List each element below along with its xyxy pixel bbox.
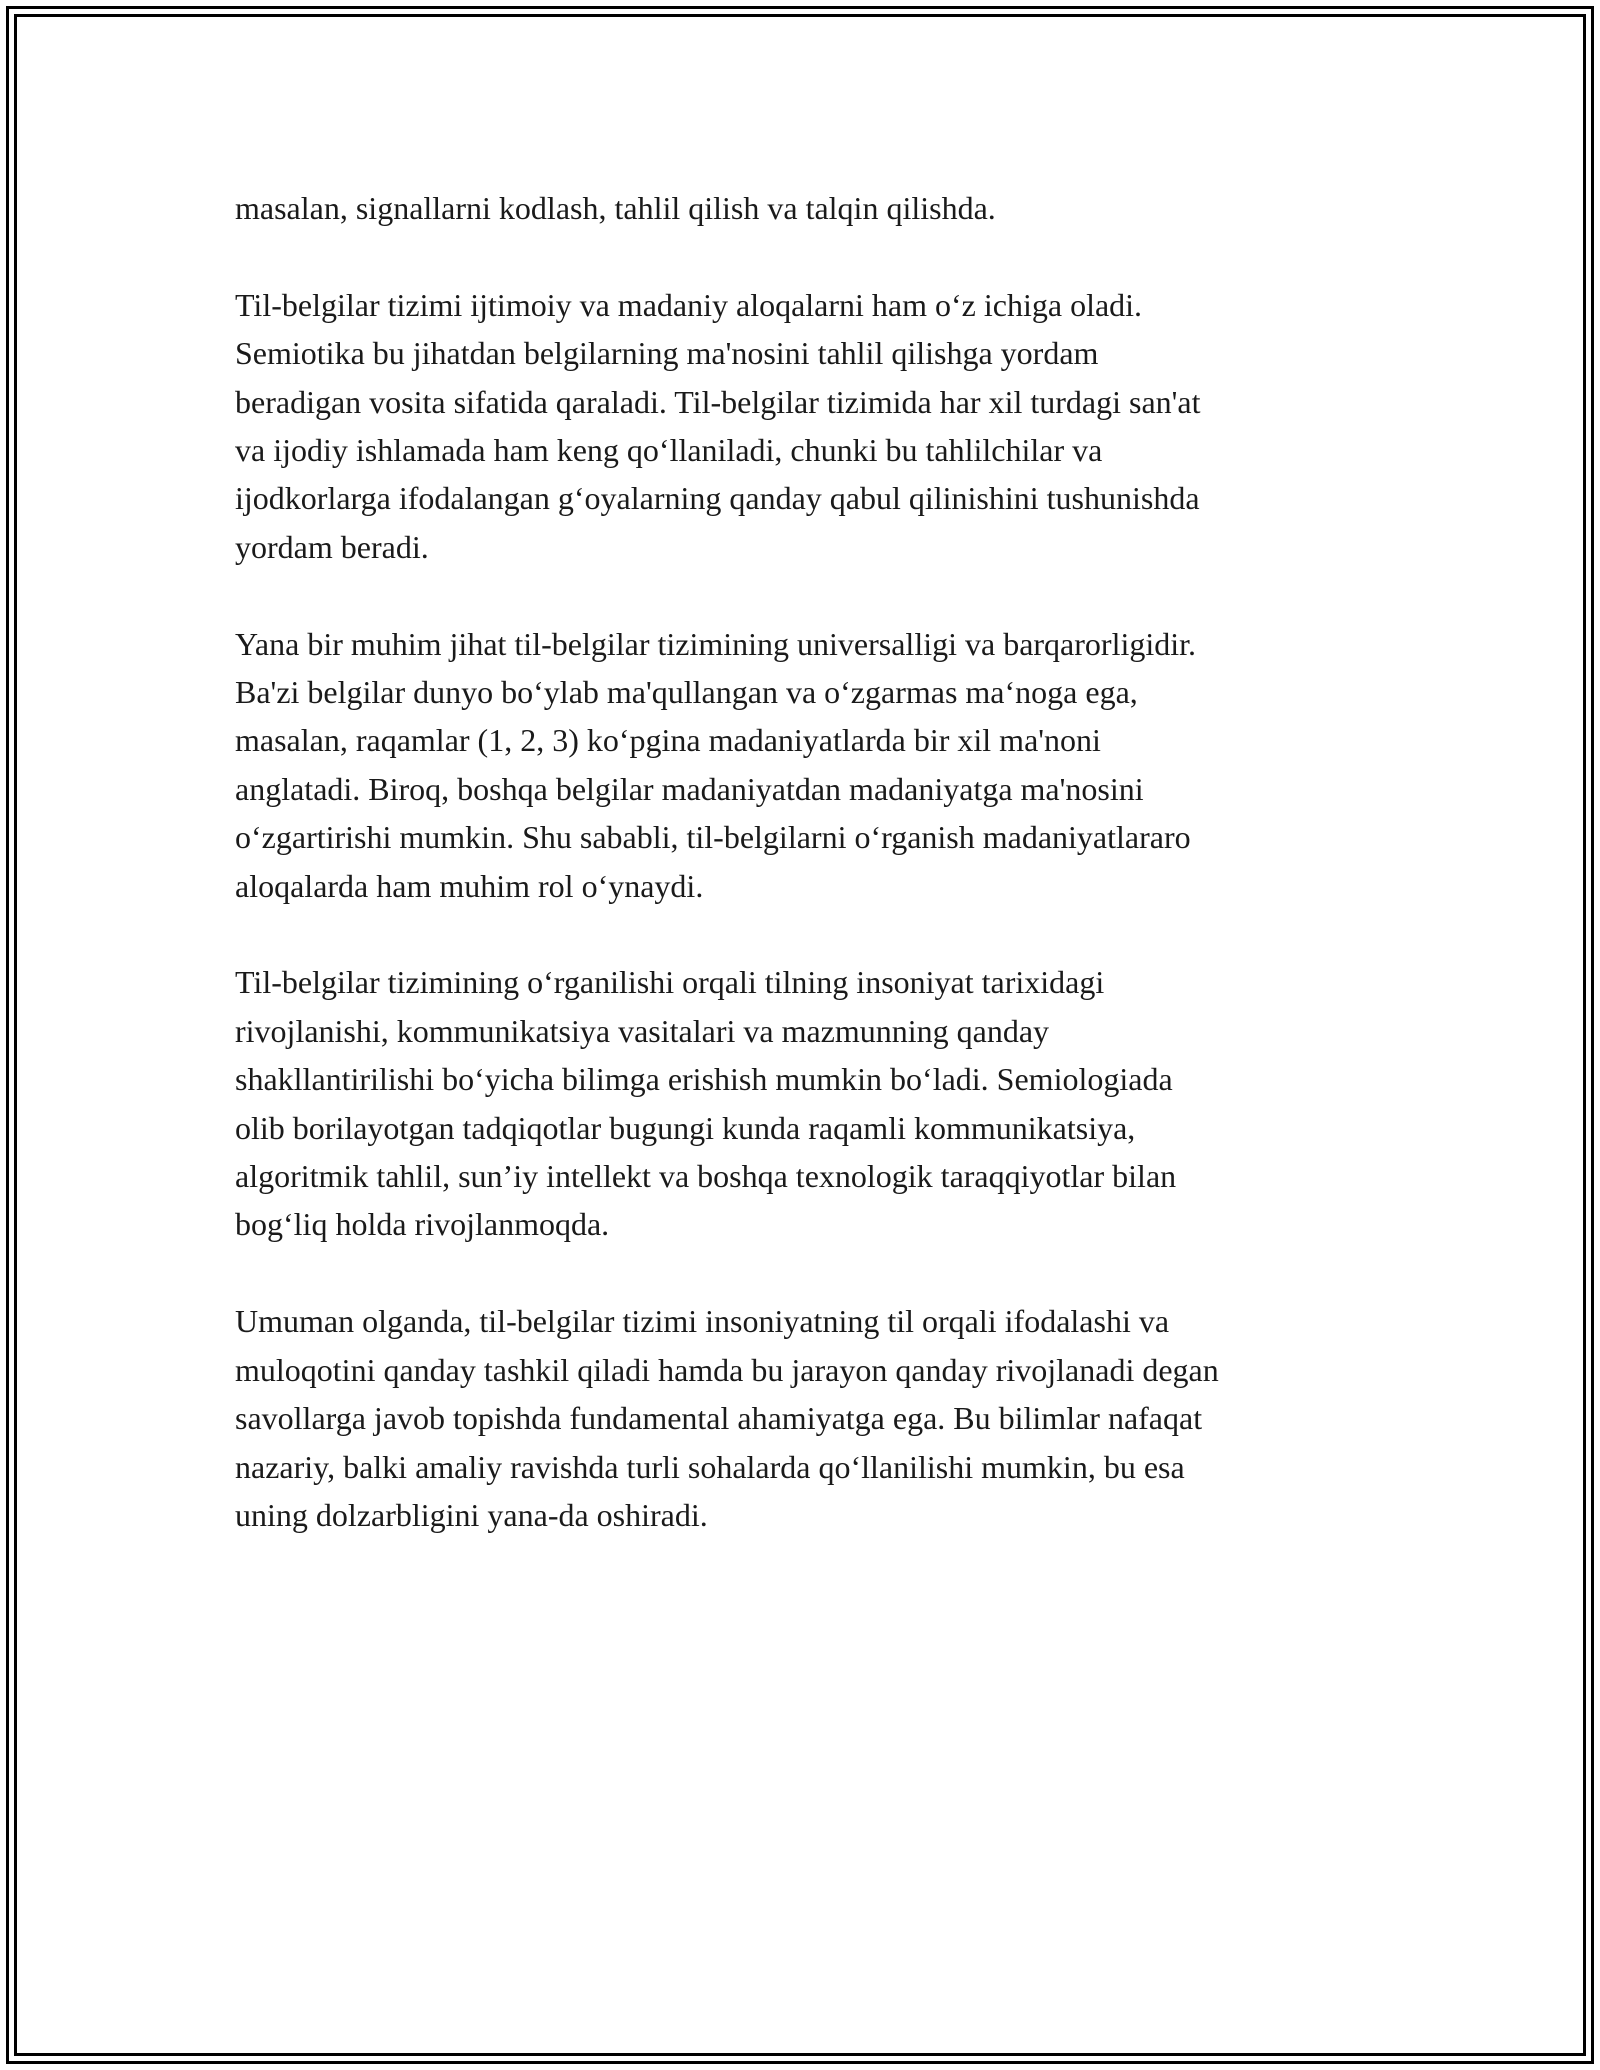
text-line: anglatadi. Biroq, boshqa belgilar madaniyatdan madaniyatga ma'nosini [235,770,1144,807]
text-line: yordam beradi. [235,528,429,565]
paragraph-1 [235,184,1365,232]
text-line: Semiotika bu jihatdan belgilarning ma'nosini tahlil qilishga yordam [235,335,1099,372]
paragraph-4 [235,958,1365,1248]
text-line: Til-belgilar tizimining o‘rganilishi orqali tilning insoniyat tarixidagi [235,964,1105,1001]
text-line: bog‘liq holda rivojlanmoqda. [235,1206,610,1243]
text-line: olib borilayotgan tadqiqotlar bugungi kunda raqamli kommunikatsiya, [235,1109,1136,1146]
text-line: shakllantirilishi bo‘yicha bilimga erishish mumkin bo‘ladi. Semiologiada [235,1061,1173,1098]
text-line: algoritmik tahlil, sun’iy intellekt va boshqa texnologik taraqqiyotlar bilan [235,1158,1177,1195]
text-line: va ijodiy ishlamada ham keng qo‘llaniladi, chunki bu tahlilchilar va [235,432,1103,469]
text-line: beradigan vosita sifatida qaraladi. Til-belgilar tizimida har xil turdagi san'at [235,383,1201,420]
text-line: Yana bir muhim jihat til-belgilar tizimining universalligi va barqarorligidir. [235,625,1197,662]
text-line: Ba'zi belgilar dunyo bo‘ylab ma'qullangan va o‘zgarmas ma‘noga ega, [235,674,1138,711]
text-line: rivojlanishi, kommunikatsiya vasitalari va mazmunning qanday [235,1012,1050,1049]
text-line: Til-belgilar tizimi ijtimoiy va madaniy aloqalarni ham o‘z ichiga oladi. [235,286,1143,323]
paragraph-5 [235,1297,1365,1539]
paragraph-3 [235,620,1365,910]
text-line: nazariy, balki amaliy ravishda turli sohalarda qo‘llanilishi mumkin, bu esa [235,1448,1185,1485]
text-line: ijodkorlarga ifodalangan g‘oyalarning qanday qabul qilinishini tushunishda [235,480,1200,517]
document-body [235,184,1365,1588]
text-line: masalan, signallarni kodlash, tahlil qilish va talqin qilishda. [235,190,996,226]
text-line: masalan, raqamlar (1, 2, 3) ko‘pgina madaniyatlarda bir xil ma'noni [235,722,1101,759]
text-line: o‘zgartirishi mumkin. Shu sababli, til-belgilarni o‘rganish madaniyatlararo [235,819,1191,856]
text-line: Umuman olganda, til-belgilar tizimi insoniyatning til orqali ifodalashi va [235,1303,1170,1340]
paragraph-2 [235,281,1365,571]
text-line: savollarga javob topishda fundamental ahamiyatga ega. Bu bilimlar nafaqat [235,1400,1203,1437]
text-line: aloqalarda ham muhim rol o‘ynaydi. [235,867,704,904]
text-line: uning dolzarbligini yana-da oshiradi. [235,1496,708,1533]
text-line: muloqotini qanday tashkil qiladi hamda bu jarayon qanday rivojlanadi degan [235,1351,1219,1388]
